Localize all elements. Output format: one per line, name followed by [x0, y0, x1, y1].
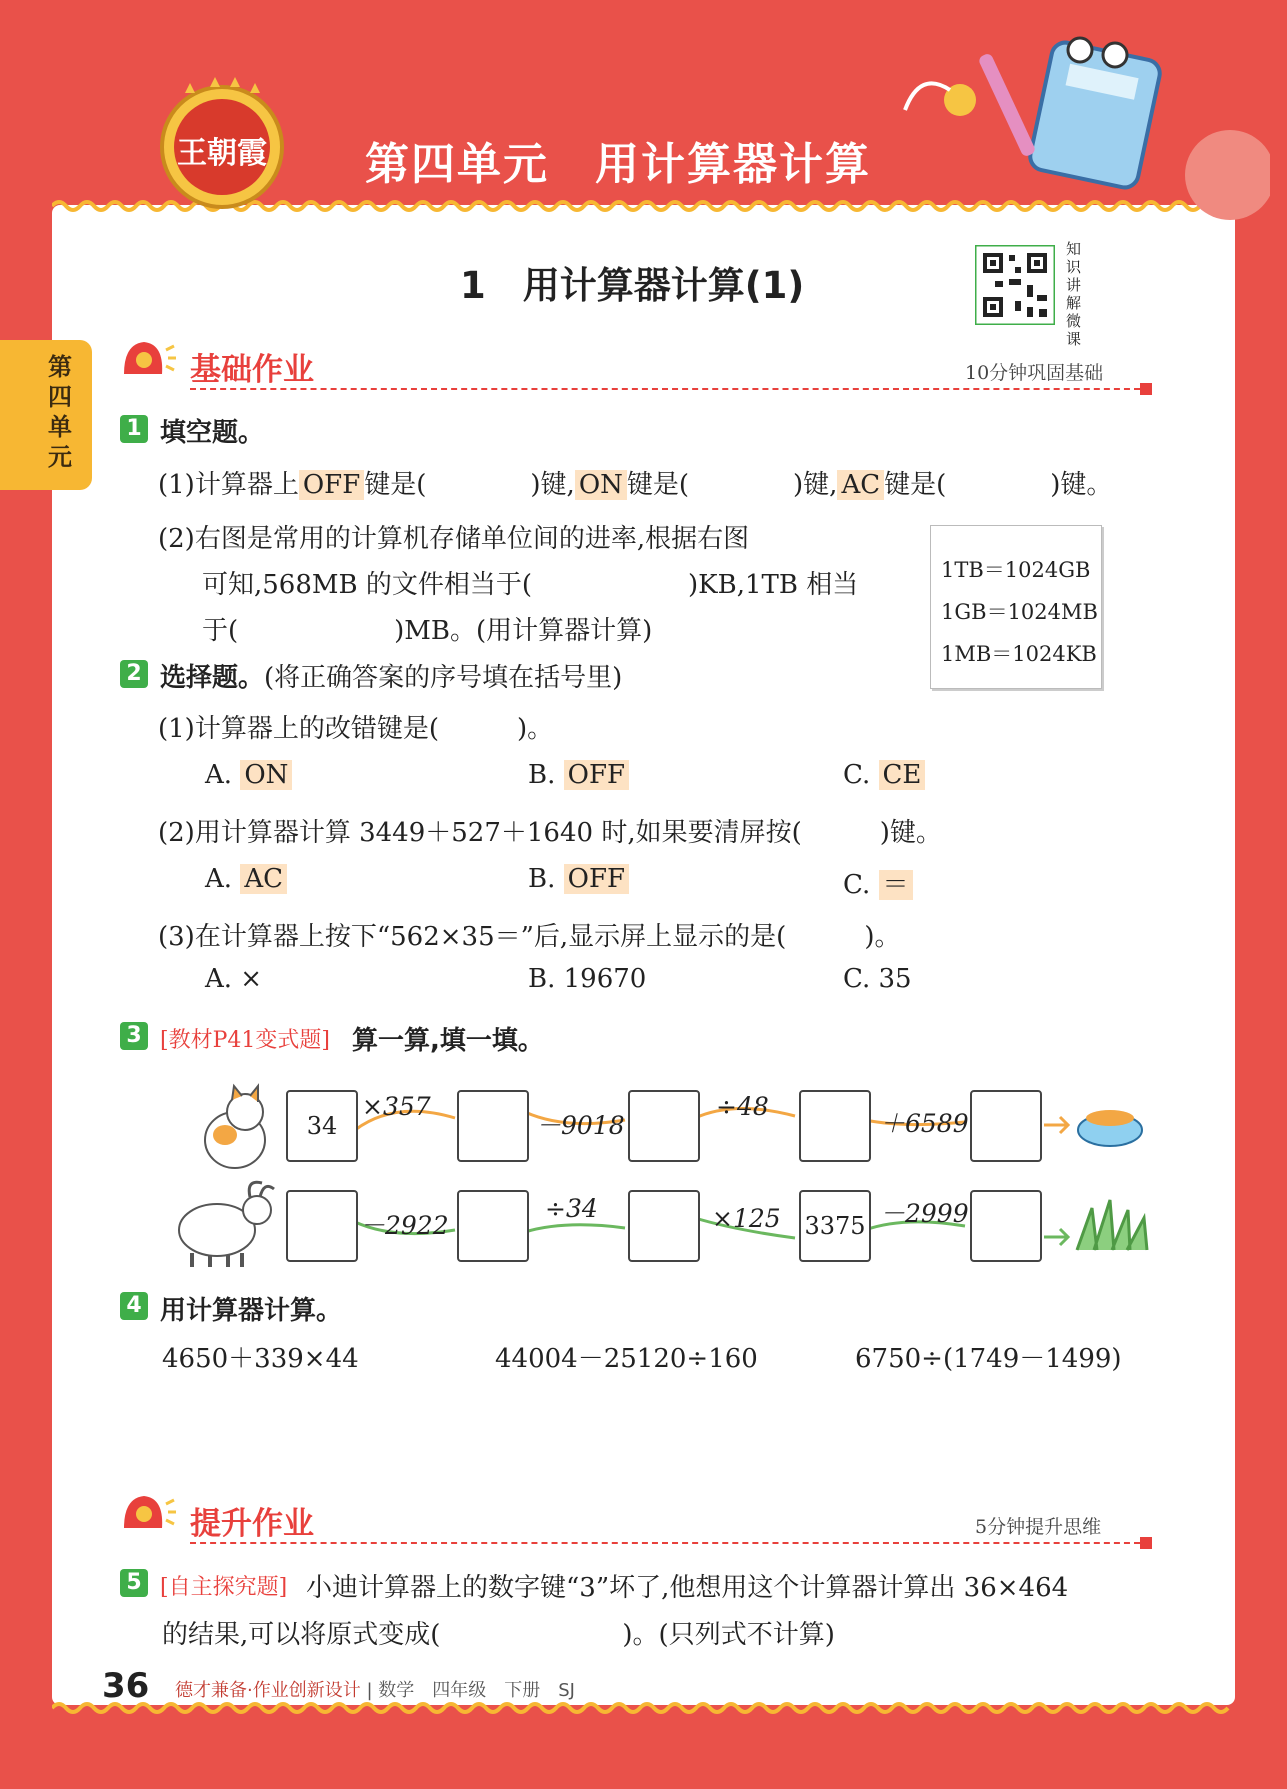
q4-number: 4: [120, 1292, 148, 1320]
unit-gb-mb: 1GB＝1024MB: [941, 600, 1098, 624]
side-tab-text: 第四单元: [48, 353, 72, 471]
q2-title-main: 选择题。: [160, 663, 265, 693]
badge-text: 王朝霞: [177, 136, 267, 171]
q4-expr: 4650＋339×44: [162, 1344, 359, 1374]
section-advanced-title: 提升作业: [190, 1506, 314, 1542]
equals-key: ＝: [879, 870, 913, 900]
q1-title: 填空题。: [160, 418, 265, 448]
lesson-title: 1 用计算器计算(1): [460, 264, 805, 307]
chain-start-box: 34: [286, 1090, 358, 1162]
section-basic-subtitle: 10分钟巩固基础: [965, 362, 1104, 384]
q1-part2-line2: 可知,568MB 的文件相当于( )KB,1TB 相当: [202, 570, 859, 600]
section-advanced-divider: [190, 1542, 1140, 1544]
unit-tb-gb: 1TB＝1024GB: [941, 558, 1091, 582]
q3-title: 算一算,填一填。: [352, 1026, 544, 1056]
chain-op: ÷48: [716, 1092, 769, 1121]
q2-s3-stem: (3)在计算器上按下“562×35＝”后,显示屏上显示的是( )。: [158, 922, 901, 952]
chain-answer-box[interactable]: [457, 1190, 529, 1262]
chain-answer-box[interactable]: [628, 1090, 700, 1162]
chain-op: －9018: [536, 1111, 625, 1140]
section-advanced-divider-end: [1140, 1537, 1152, 1549]
q2-title-note: (将正确答案的序号填在括号里): [264, 663, 623, 693]
q5-line1: 小迪计算器上的数字键“3”坏了,他想用这个计算器计算出 36×464: [306, 1573, 1069, 1603]
off-key: OFF: [299, 470, 364, 500]
q1-number: 1: [120, 415, 148, 443]
q2-s3-option-b[interactable]: B. 19670: [528, 964, 647, 994]
footer-series: [175, 1676, 575, 1702]
section-basic-divider-end: [1140, 383, 1152, 395]
q5-line2: 的结果,可以将原式变成( )。(只列式不计算): [162, 1620, 835, 1650]
chain-op: －2999: [880, 1199, 969, 1228]
chain-answer-box[interactable]: [970, 1190, 1042, 1262]
chain-op: －2922: [360, 1211, 449, 1240]
bell-icon: [118, 1492, 178, 1534]
unit-mb-kb: 1MB＝1024KB: [941, 642, 1097, 666]
q2-s1-a-label: A.: [205, 760, 233, 790]
ce-key: CE: [879, 760, 926, 790]
q2-s2-option-b[interactable]: [528, 864, 629, 894]
q5-number: 5: [120, 1569, 148, 1597]
wavy-border-bottom: [52, 1700, 1235, 1716]
brand-badge-logo: [155, 75, 290, 210]
chain-answer-box[interactable]: [799, 1090, 871, 1162]
chain-answer-box[interactable]: [628, 1190, 700, 1262]
chain-answer-box[interactable]: [286, 1190, 358, 1262]
q2-s1-option-c[interactable]: [843, 760, 925, 790]
q1-p1-blank1: 键是( )键,: [364, 470, 575, 500]
off-key: OFF: [564, 760, 629, 790]
q2-s1-c-label: C.: [843, 760, 871, 790]
q2-s1-stem: (1)计算器上的改错键是( )。: [158, 714, 554, 744]
q4-expr: 44004－25120÷160: [495, 1344, 758, 1374]
chain-op: ×125: [712, 1204, 781, 1233]
qr-code-icon[interactable]: [975, 245, 1055, 325]
calculator-mascot-illustration: [890, 30, 1270, 220]
arrow-right-icon: [1042, 1110, 1072, 1140]
q2-s2-b-label: B.: [528, 864, 556, 894]
unit-side-tab: [0, 340, 92, 490]
q4-expr: 6750÷(1749－1499): [855, 1344, 1122, 1374]
q3-number: 3: [120, 1022, 148, 1050]
footer-meta: | 数学 四年级 下册 SJ: [366, 1680, 575, 1701]
footer-series-name: 德才兼备·作业创新设计: [175, 1680, 361, 1701]
on-key: ON: [575, 470, 627, 500]
section-basic-divider: [190, 388, 1140, 390]
chain-op: ÷34: [545, 1194, 598, 1223]
goat-icon: [172, 1175, 277, 1270]
storage-units-card: [930, 525, 1102, 689]
q1-p1-blank3: 键是( )键。: [884, 470, 1113, 500]
off-key: OFF: [564, 864, 629, 894]
q2-s3-option-a[interactable]: A. ×: [205, 964, 263, 994]
q5-source-tag: [自主探究题]: [160, 1575, 288, 1600]
bell-icon: [118, 338, 178, 380]
q2-s2-stem: (2)用计算器计算 3449＋527＋1640 时,如果要清屏按( )键。: [158, 818, 942, 848]
chain-op: ＋6589: [880, 1109, 969, 1138]
q2-s2-option-c[interactable]: [843, 864, 913, 901]
unit-title: 第四单元 用计算器计算: [365, 139, 871, 190]
chain-answer-box[interactable]: [457, 1090, 529, 1162]
section-basic-title: 基础作业: [190, 352, 314, 388]
ac-key: AC: [837, 470, 884, 500]
q2-s1-option-b[interactable]: [528, 760, 629, 790]
q2-s1-option-a[interactable]: [205, 760, 292, 790]
fish-bowl-icon: [1075, 1100, 1145, 1150]
q1-p1-blank2: 键是( )键,: [626, 470, 838, 500]
chain-answer-box[interactable]: [970, 1090, 1042, 1162]
page-number: 36: [102, 1666, 150, 1706]
q4-title: 用计算器计算。: [160, 1296, 343, 1326]
qr-label: 知识讲解微课: [1066, 240, 1082, 348]
q1-part2-line3: 于( )MB。(用计算器计算): [202, 616, 653, 646]
q2-s3-option-c[interactable]: C. 35: [843, 964, 912, 994]
on-key: ON: [240, 760, 292, 790]
q1-part1: [158, 464, 1112, 501]
chain-op: ×357: [362, 1092, 431, 1121]
q1-p1-prefix: (1)计算器上: [158, 470, 299, 500]
arrow-right-icon: [1042, 1222, 1072, 1252]
q2-s2-option-a[interactable]: [205, 864, 287, 894]
q2-number: 2: [120, 660, 148, 688]
cat-icon: [190, 1080, 280, 1175]
chain-fixed-box: 3375: [799, 1190, 871, 1262]
q2-s1-b-label: B.: [528, 760, 556, 790]
q3-source-tag: [教材P41变式题]: [160, 1028, 330, 1053]
q2-s2-a-label: A.: [205, 864, 233, 894]
section-advanced-subtitle: 5分钟提升思维: [975, 1516, 1102, 1538]
ac-key: AC: [240, 864, 287, 894]
grass-icon: [1072, 1198, 1152, 1253]
q2-title: [160, 657, 622, 694]
q2-s2-c-label: C.: [843, 870, 871, 900]
q1-part2-line1: (2)右图是常用的计算机存储单位间的进率,根据右图: [158, 524, 750, 554]
